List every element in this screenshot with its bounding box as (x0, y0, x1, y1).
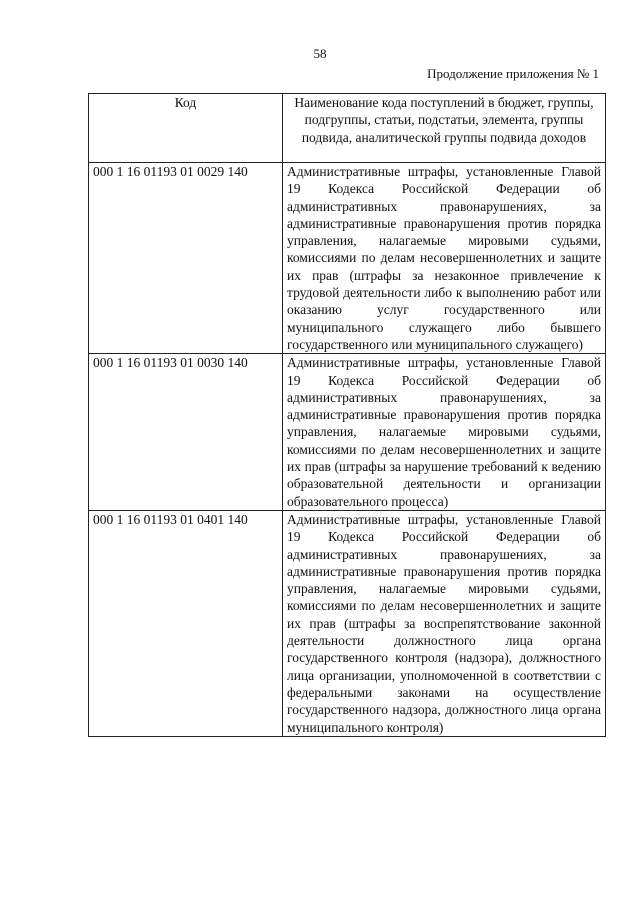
table-row (89, 163, 606, 354)
revenue-codes-table (88, 93, 606, 737)
continuation-note: Продолжение приложения № 1 (427, 66, 599, 81)
table-row (89, 354, 606, 511)
column-header-code: Код (89, 94, 283, 163)
page-number: 58 (313, 46, 327, 61)
row-code: 000 1 16 01193 01 0030 140 (89, 354, 283, 511)
row-name: Административные штрафы, установленные Главой 19 Кодекса Российской Федерации об административных правонарушениях, за административные правонарушения против порядка управления, налагаемые мировыми судьями, комиссиями по делам несовершеннолетних и защите их прав (штрафы за нарушение требований к ведению образовательной деятельности и организации образовательного процесса) (283, 354, 606, 511)
table-header-row (89, 94, 606, 163)
row-code: 000 1 16 01193 01 0401 140 (89, 510, 283, 736)
row-name: Административные штрафы, установленные Главой 19 Кодекса Российской Федерации об административных правонарушениях, за административные правонарушения против порядка управления, налагаемые мировыми судьями, комиссиями по делам несовершеннолетних и защите их прав (штрафы за незаконное привлечение к трудовой деятельности либо к выполнению работ или оказанию услуг государственного или муниципального служащего либо бывшего государственного или муниципального служащего) (283, 163, 606, 354)
column-header-name: Наименование кода поступлений в бюджет, группы, подгруппы, статьи, подстатьи, элемента, группы подвида, аналитической группы подвида доходов (283, 94, 606, 163)
row-code: 000 1 16 01193 01 0029 140 (89, 163, 283, 354)
row-name: Административные штрафы, установленные Главой 19 Кодекса Российской Федерации об административных правонарушениях, за административные правонарушения против порядка управления, налагаемые мировыми судьями, комиссиями по делам несовершеннолетних и защите их прав (штрафы за воспрепятствование законной деятельности должностного лица органа государственного контроля (надзора), должностного лица организации, уполномоченной в соответствии с федеральными законами на осуществление государственного надзора, должностного лица органа муниципального контроля) (283, 510, 606, 736)
table-row (89, 510, 606, 736)
